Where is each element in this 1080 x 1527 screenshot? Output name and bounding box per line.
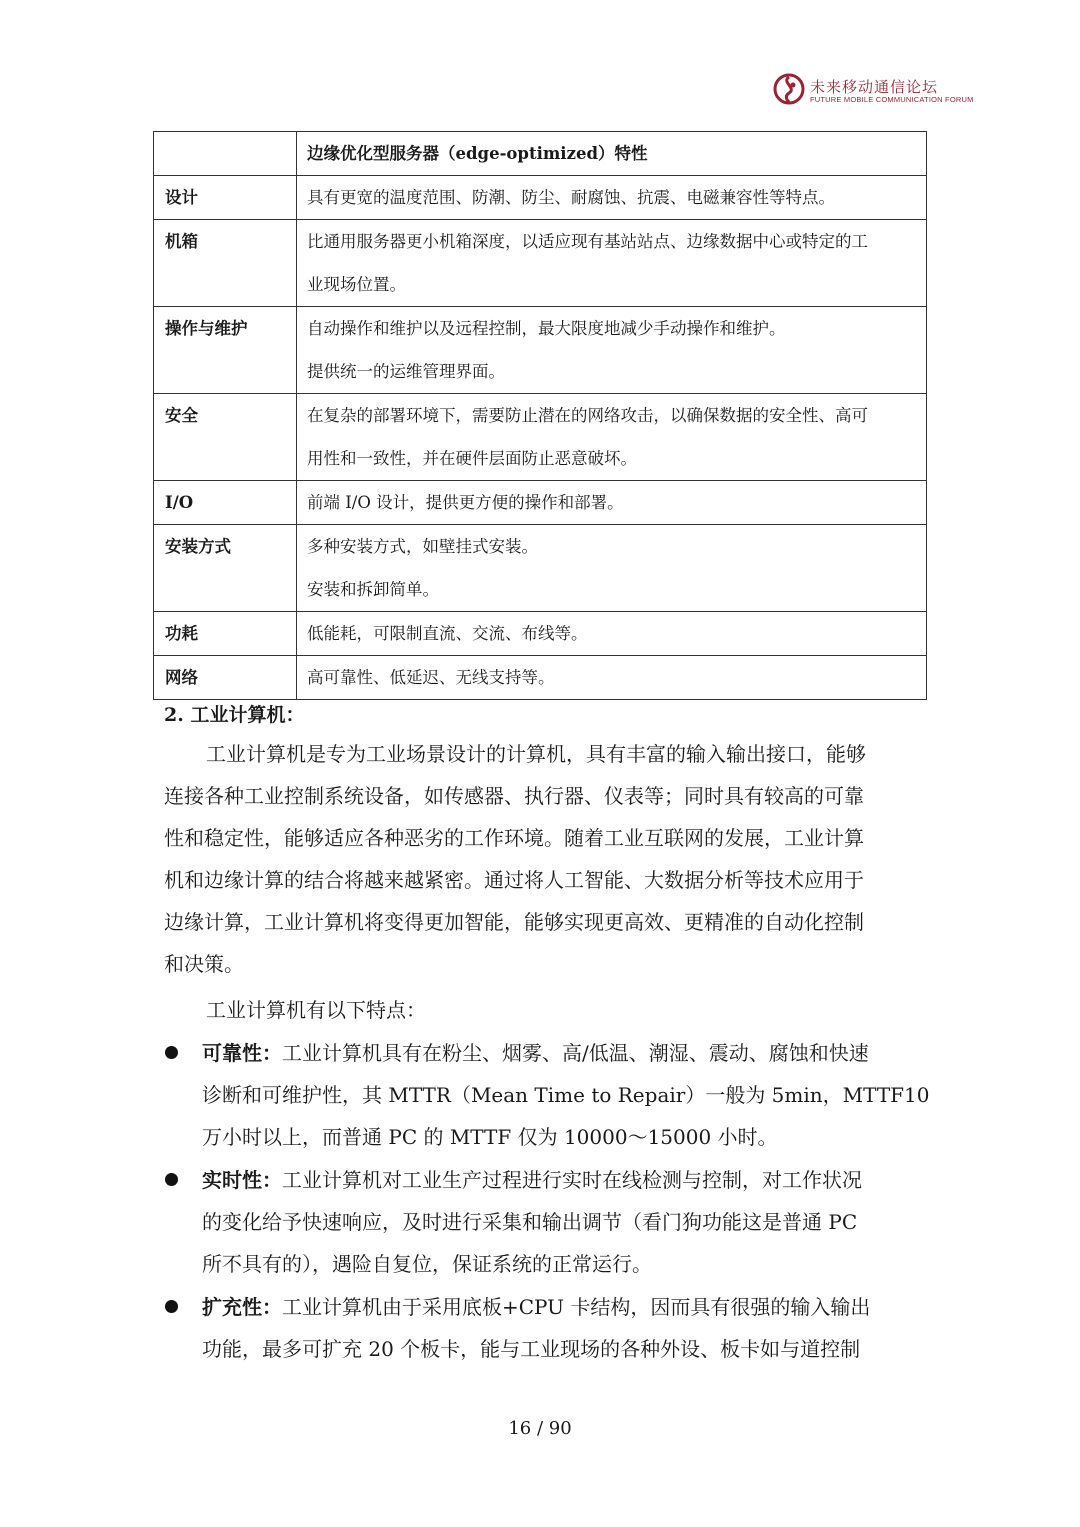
table-key-label: I/O xyxy=(165,493,194,512)
table-value-cell xyxy=(297,307,927,394)
bullet-dot-icon xyxy=(165,1300,178,1313)
table-header-empty-cell xyxy=(154,132,297,176)
table-key-cell xyxy=(154,525,297,612)
page-number: 16 / 90 xyxy=(508,1418,572,1439)
table-row xyxy=(154,307,927,394)
table-value-line: 比通用服务器更小机箱深度，以适应现有基站站点、边缘数据中心或特定的工 xyxy=(307,232,868,251)
table-value-cell xyxy=(297,525,927,612)
table-header-title-cell xyxy=(297,132,927,176)
bullet-dot-icon xyxy=(165,1173,178,1186)
bullet-line: 诊断和可维护性，其 MTTR（Mean Time to Repair）一般为 5min，MTTF10 xyxy=(202,1083,930,1107)
bullet-dot-icon xyxy=(165,1046,178,1059)
section-title: 2. 工业计算机： xyxy=(164,704,305,726)
table-value-line: 业现场位置。 xyxy=(307,275,406,294)
bullet-line: 的变化给予快速响应，及时进行采集和输出调节（看门狗功能这是普通 PC xyxy=(202,1210,858,1234)
bullet-first-text: 工业计算机对工业生产过程进行实时在线检测与控制，对工作状况 xyxy=(282,1168,862,1192)
table-value-line: 具有更宽的温度范围、防潮、防尘、耐腐蚀、抗震、电磁兼容性等特点。 xyxy=(307,188,835,207)
table-key-cell xyxy=(154,220,297,307)
table-value-cell xyxy=(297,612,927,656)
table-value-line: 多种安装方式，如壁挂式安装。 xyxy=(307,537,538,556)
table-row xyxy=(154,220,927,307)
table-key-label: 设计 xyxy=(165,188,198,207)
bullet-line: 所不具有的），遇险自复位，保证系统的正常运行。 xyxy=(202,1252,652,1276)
bullet-first-line xyxy=(202,1159,916,1201)
table-row xyxy=(154,394,927,481)
table-key-cell xyxy=(154,394,297,481)
paragraph-line: 边缘计算，工业计算机将变得更加智能，能够实现更高效、更精准的自动化控制 xyxy=(164,910,864,934)
table-value-cell xyxy=(297,394,927,481)
table-value-cell xyxy=(297,656,927,700)
table-key-cell xyxy=(154,612,297,656)
table-value-line: 提供统一的运维管理界面。 xyxy=(307,362,505,381)
table-key-label: 机箱 xyxy=(165,232,198,251)
table-row xyxy=(154,612,927,656)
forum-emblem-icon xyxy=(772,72,806,106)
table-key-label: 网络 xyxy=(165,668,198,687)
table-key-cell xyxy=(154,176,297,220)
table-title: 边缘优化型服务器（edge-optimized）特性 xyxy=(307,144,648,163)
bullet-text xyxy=(202,1286,916,1370)
table-key-cell xyxy=(154,656,297,700)
bullet-label: 实时性： xyxy=(202,1168,282,1192)
features-intro-text: 工业计算机有以下特点： xyxy=(206,998,426,1022)
table-header-row xyxy=(154,132,927,176)
table-value-line: 低能耗，可限制直流、交流、布线等。 xyxy=(307,624,588,643)
paragraph-line: 机和边缘计算的结合将越来越紧密。通过将人工智能、大数据分析等技术应用于 xyxy=(164,868,864,892)
table-value-line: 在复杂的部署环境下，需要防止潜在的网络攻击，以确保数据的安全性、高可 xyxy=(307,406,868,425)
table-key-cell xyxy=(154,481,297,525)
table-row xyxy=(154,525,927,612)
edge-server-spec-table xyxy=(153,131,927,700)
table-value-line: 自动操作和维护以及远程控制，最大限度地减少手动操作和维护。 xyxy=(307,319,786,338)
table-key-label: 操作与维护 xyxy=(165,319,248,338)
bullet-line: 万小时以上，而普通 PC 的 MTTF 仅为 10000～15000 小时。 xyxy=(202,1125,778,1149)
table-value-cell xyxy=(297,481,927,525)
bullet-text xyxy=(202,1159,916,1285)
table-key-label: 安装方式 xyxy=(165,537,231,556)
table-value-line: 前端 I/O 设计，提供更方便的操作和部署。 xyxy=(307,493,624,512)
table-key-label: 功耗 xyxy=(165,624,198,643)
table-key-cell xyxy=(154,307,297,394)
table-value-line: 安装和拆卸简单。 xyxy=(307,580,439,599)
table-row xyxy=(154,176,927,220)
paragraph-line: 连接各种工业控制系统设备，如传感器、执行器、仪表等；同时具有较高的可靠 xyxy=(164,784,864,808)
table-key-label: 安全 xyxy=(165,406,198,425)
logo-english-name: FUTURE MOBILE COMMUNICATION FORUM xyxy=(810,95,974,104)
paragraph-line: 工业计算机是专为工业场景设计的计算机，具有丰富的输入输出接口，能够 xyxy=(206,742,866,766)
table-value-line: 高可靠性、低延迟、无线支持等。 xyxy=(307,668,555,687)
bullet-line: 功能，最多可扩充 20 个板卡，能与工业现场的各种外设、板卡如与道控制 xyxy=(202,1337,861,1361)
bullet-label: 可靠性： xyxy=(202,1041,282,1065)
table-row xyxy=(154,481,927,525)
bullet-first-text: 工业计算机由于采用底板+CPU 卡结构，因而具有很强的输入输出 xyxy=(282,1295,871,1319)
table-value-line: 用性和一致性，并在硬件层面防止恶意破坏。 xyxy=(307,449,637,468)
table-row xyxy=(154,656,927,700)
logo-chinese-name: 未来移动通信论坛 xyxy=(810,78,939,96)
forum-logo xyxy=(772,72,974,110)
table-value-cell xyxy=(297,176,927,220)
table-value-cell xyxy=(297,220,927,307)
paragraph-line: 和决策。 xyxy=(164,952,244,976)
bullet-first-line xyxy=(202,1286,916,1328)
bullet-label: 扩充性： xyxy=(202,1295,282,1319)
bullet-text xyxy=(202,1032,930,1158)
bullet-first-text: 工业计算机具有在粉尘、烟雾、高/低温、潮湿、震动、腐蚀和快速 xyxy=(282,1041,869,1065)
bullet-first-line xyxy=(202,1032,916,1074)
features-intro-paragraph xyxy=(164,989,916,1031)
paragraph-line: 性和稳定性，能够适应各种恶劣的工作环境。随着工业互联网的发展，工业计算 xyxy=(164,826,864,850)
intro-paragraph xyxy=(164,733,916,985)
